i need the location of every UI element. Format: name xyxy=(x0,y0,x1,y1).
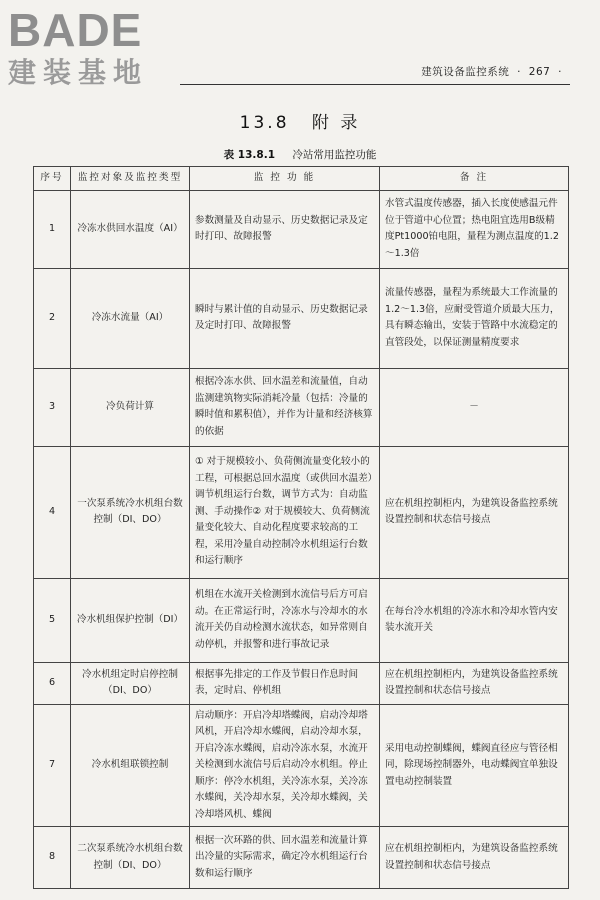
row-number: 7 xyxy=(34,704,71,827)
row-number: 3 xyxy=(34,368,71,446)
monitor-target: 冷水机组保护控制（DI） xyxy=(71,578,190,662)
row-number: 2 xyxy=(34,268,71,368)
row-number: 8 xyxy=(34,827,71,889)
note: 采用电动控制蝶阀，蝶阀直径应与管径相同，除现场控制器外，电动蝶阀宜单独设置电动控制装置 xyxy=(380,704,569,827)
note: － xyxy=(380,368,569,446)
column-header: 备 注 xyxy=(380,167,569,191)
table-row xyxy=(34,268,569,368)
table-row xyxy=(34,704,569,827)
note: 在每台冷水机组的冷冻水和冷却水管内安装水流开关 xyxy=(380,578,569,662)
monitor-target: 冷水机组定时启停控制（DI、DO） xyxy=(71,662,190,704)
separator-dot: · xyxy=(517,66,521,78)
running-title: 建筑设备监控系统 xyxy=(421,66,510,78)
monitor-target: 冷冻水流量（AI） xyxy=(71,268,190,368)
separator-dot: · xyxy=(558,66,562,78)
table-caption-title: 冷站常用监控功能 xyxy=(292,149,377,161)
table-caption-number: 表 13.8.1 xyxy=(223,149,275,161)
column-header: 序号 xyxy=(34,167,71,191)
table-row xyxy=(34,827,569,889)
monitor-target: 一次泵系统冷水机组台数控制（DI、DO） xyxy=(71,446,190,578)
row-number: 4 xyxy=(34,446,71,578)
monitor-function: ① 对于规模较小、负荷侧流量变化较小的工程，可根据总回水温度（或供回水温差）调节机组运行台数，调节方式为：自动监测、手动操作② 对于规模较大、负荷侧流量变化较大、自动化程度要求较高的工程，采用冷量自动控制冷水机组运行台数和运行顺序 xyxy=(190,446,380,578)
watermark-tagline: 建装基地 xyxy=(8,56,149,89)
table-caption xyxy=(0,147,600,162)
note: 水管式温度传感器，插入长度使感温元件位于管道中心位置；热电阻宜选用B级精度Pt1000铂电阻，量程为测点温度的1.2～1.3倍 xyxy=(380,190,569,268)
monitor-function: 根据冷冻水供、回水温差和流量值，自动监测建筑物实际消耗冷量（包括：冷量的瞬时值和累积值），并作为计量和经济核算的依据 xyxy=(190,368,380,446)
monitor-function: 根据一次环路的供、回水温差和流量计算出冷量的实际需求，确定冷水机组运行台数和运行顺序 xyxy=(190,827,380,889)
header-rule xyxy=(180,84,570,85)
monitoring-table xyxy=(33,166,569,889)
watermark-logo xyxy=(8,6,178,90)
monitor-target: 冷冻水供回水温度（AI） xyxy=(71,190,190,268)
monitor-function: 参数测量及自动显示、历史数据记录及定时打印、故障报警 xyxy=(190,190,380,268)
note: 应在机组控制柜内，为建筑设备监控系统设置控制和状态信号接点 xyxy=(380,827,569,889)
table-header-row xyxy=(34,167,569,191)
note: 应在机组控制柜内，为建筑设备监控系统设置控制和状态信号接点 xyxy=(380,446,569,578)
monitor-function: 瞬时与累计值的自动显示、历史数据记录及定时打印、故障报警 xyxy=(190,268,380,368)
watermark-brand: BADE xyxy=(8,4,143,56)
page-number: 267 xyxy=(528,66,551,78)
section-heading: 附 录 xyxy=(311,113,361,133)
table-row xyxy=(34,368,569,446)
monitor-function: 启动顺序：开启冷却塔蝶阀，启动冷却塔风机，开启冷却水蝶阀，启动冷却水泵，开启冷冻水蝶阀，启动冷冻水泵，水流开关检测到水流信号后启动冷水机组。停止顺序：停冷水机组，关冷冻水泵，关冷冻水蝶阀，关冷却水泵，关冷却水蝶阀，关冷却塔风机、蝶阀 xyxy=(190,704,380,827)
monitor-function: 机组在水流开关检测到水流信号后方可启动。在正常运行时，冷冻水与冷却水的水流开关仍自动检测水流状态，如异常则自动停机，并报警和进行事故记录 xyxy=(190,578,380,662)
running-head xyxy=(421,64,566,79)
row-number: 1 xyxy=(34,190,71,268)
note: 应在机组控制柜内，为建筑设备监控系统设置控制和状态信号接点 xyxy=(380,662,569,704)
monitor-target: 冷水机组联锁控制 xyxy=(71,704,190,827)
note: 流量传感器，量程为系统最大工作流量的1.2～1.3倍，应耐受管道介质最大压力，具有瞬态输出，安装于管路中水流稳定的直管段处，以保证测量精度要求 xyxy=(380,268,569,368)
column-header: 监控对象及监控类型 xyxy=(71,167,190,191)
row-number: 6 xyxy=(34,662,71,704)
section-title xyxy=(0,108,600,133)
table-row xyxy=(34,190,569,268)
column-header: 监 控 功 能 xyxy=(190,167,380,191)
monitor-target: 冷负荷计算 xyxy=(71,368,190,446)
monitor-function: 根据事先排定的工作及节假日作息时间表，定时启、停机组 xyxy=(190,662,380,704)
table-row xyxy=(34,662,569,704)
monitor-target: 二次泵系统冷水机组台数控制（DI、DO） xyxy=(71,827,190,889)
table-row xyxy=(34,446,569,578)
section-number: 13.8 xyxy=(239,113,290,133)
table-row xyxy=(34,578,569,662)
row-number: 5 xyxy=(34,578,71,662)
